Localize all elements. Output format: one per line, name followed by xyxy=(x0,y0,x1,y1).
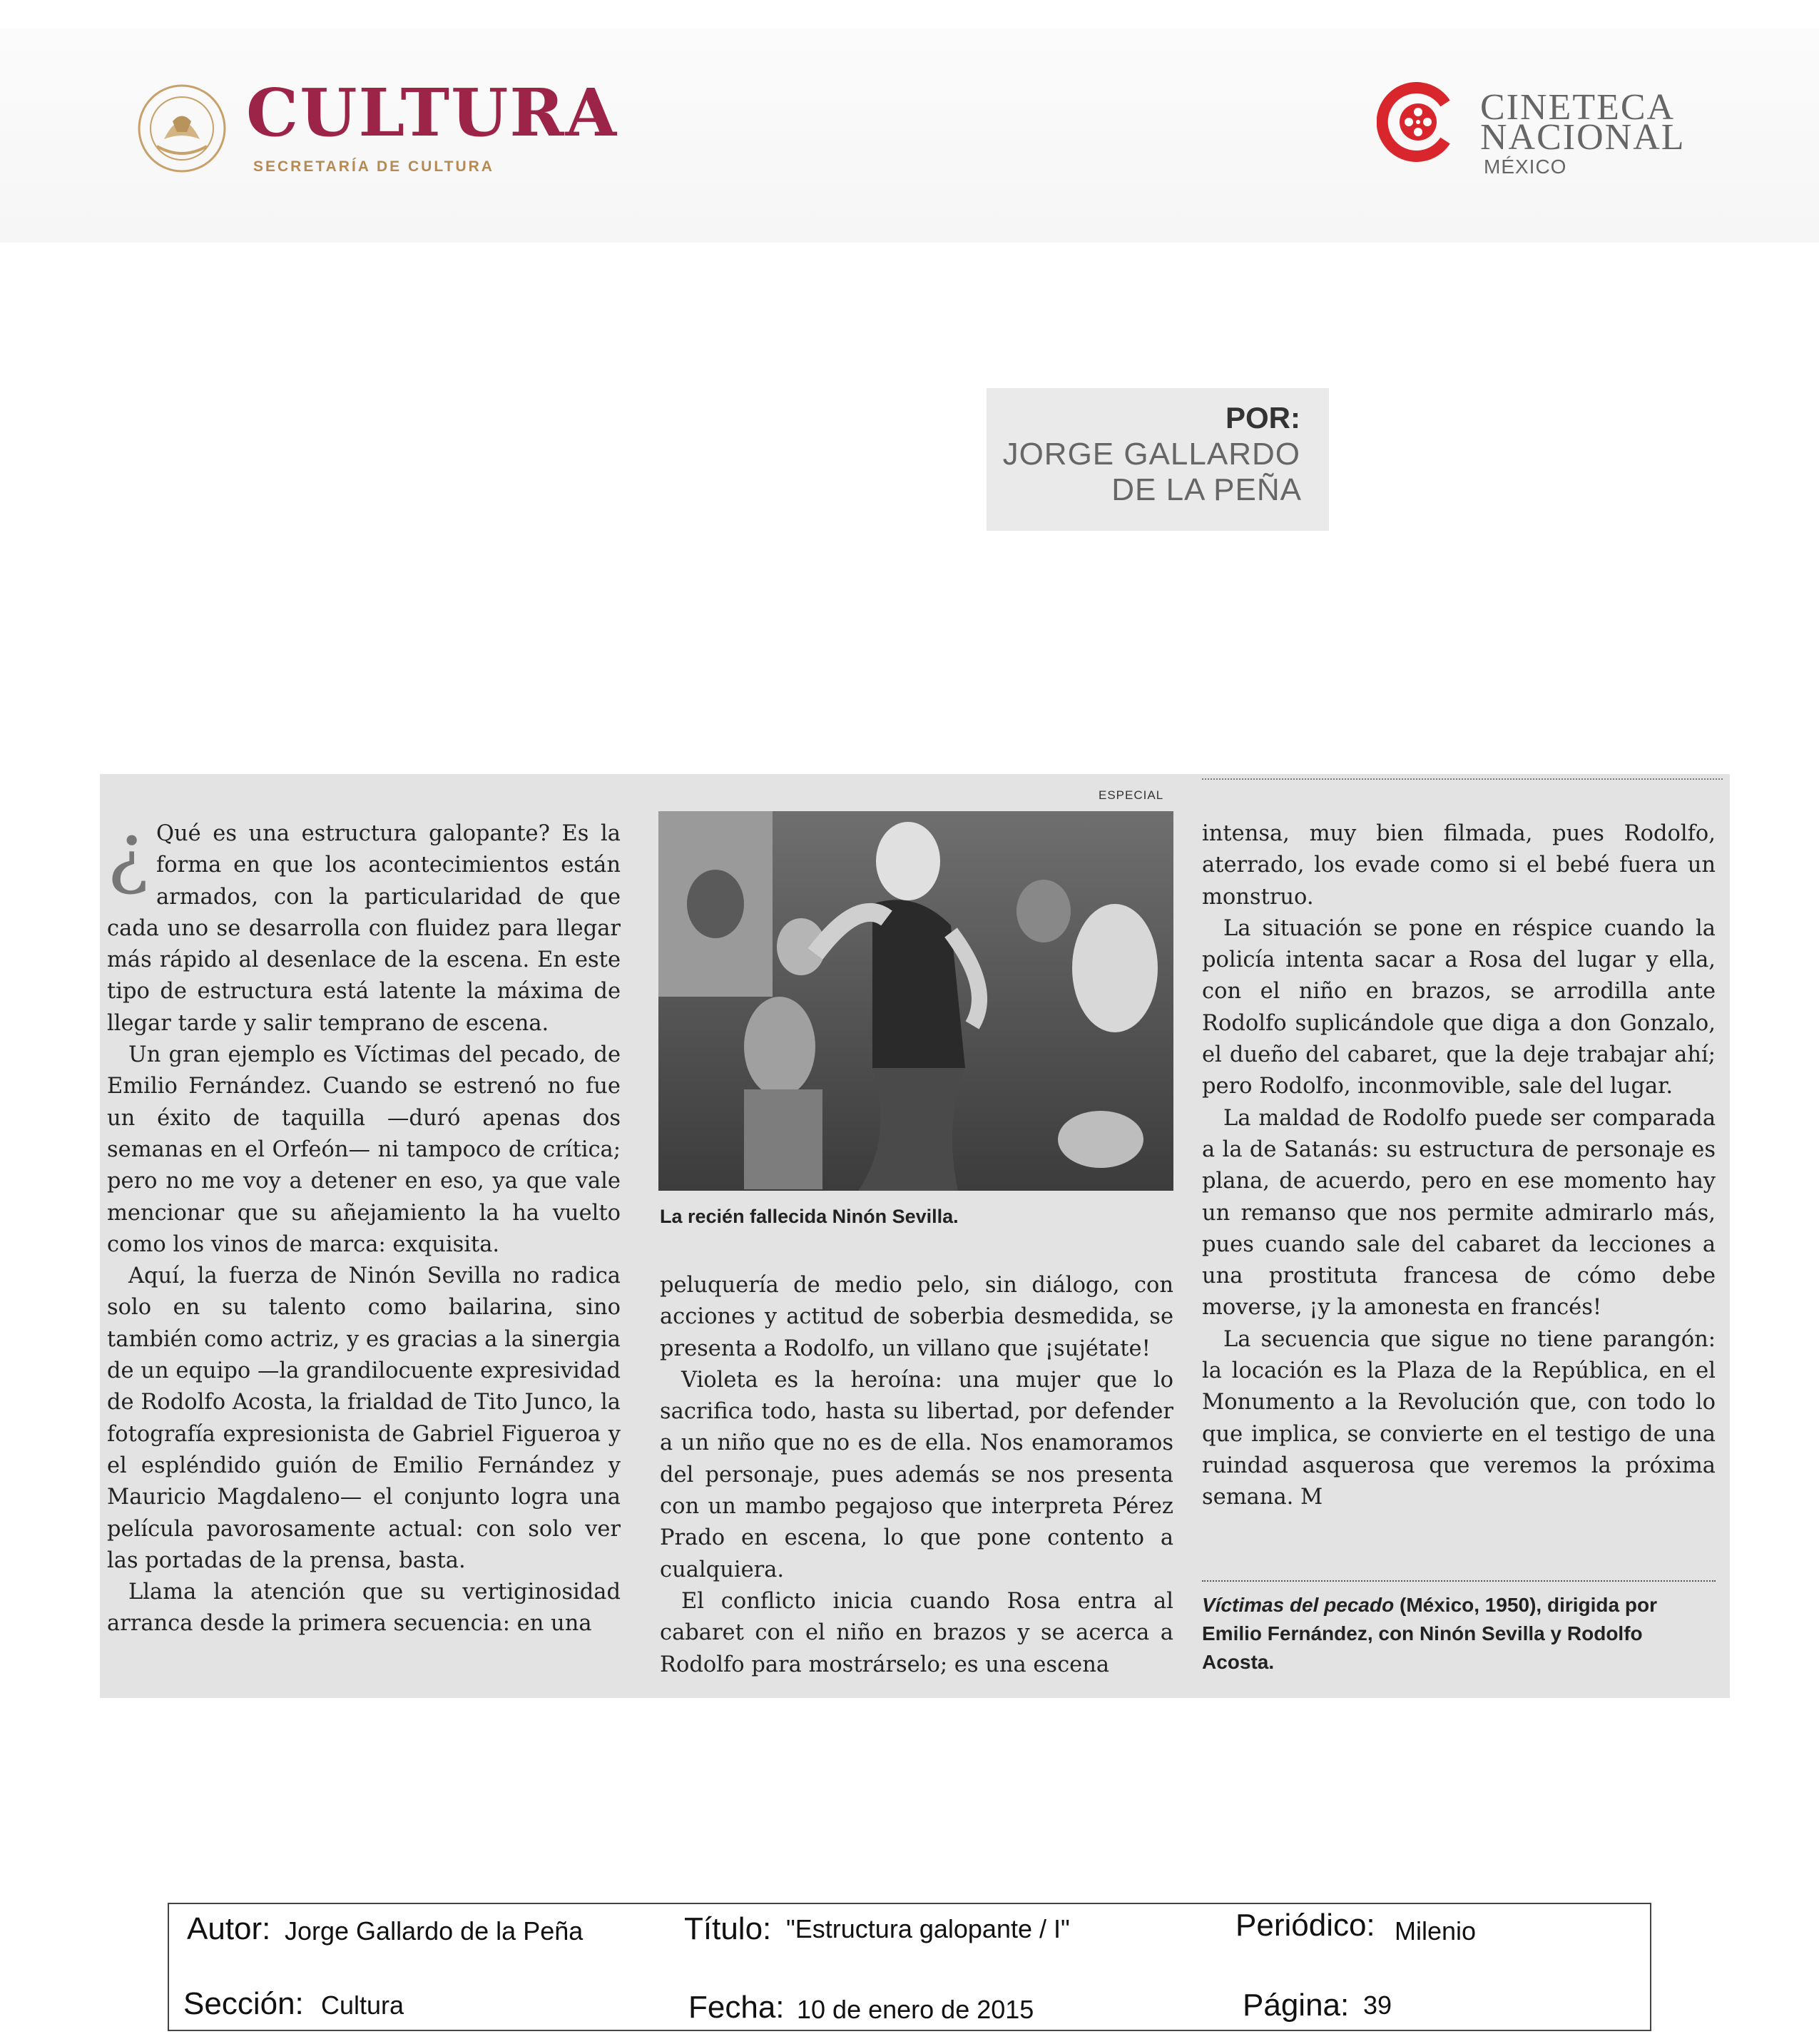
metadata-box xyxy=(168,1903,1651,2031)
top-dotted-rule xyxy=(1202,778,1723,780)
byline xyxy=(987,388,1329,531)
newspaper-clipping xyxy=(100,774,1730,1698)
seccion-value: Cultura xyxy=(321,1990,404,2020)
titulo-label: Título: xyxy=(684,1911,772,1946)
article-column-3 xyxy=(1202,818,1716,1514)
photo-caption: La recién fallecida Ninón Sevilla. xyxy=(660,1206,959,1227)
pagina-value: 39 xyxy=(1363,1990,1392,2020)
article-paragraph: peluquería de medio pelo, sin diálogo, con acciones y actitud de soberbia desmedida, se presenta a Rodolfo, un villano que ¡sujétate! xyxy=(660,1273,1173,1361)
byline-label: POR: xyxy=(1226,401,1300,434)
cineteca-logo-icon xyxy=(1377,82,1457,162)
credit-divider xyxy=(1202,1580,1716,1582)
cultura-title: CULTURA xyxy=(246,74,618,151)
cineteca-name-line2: NACIONAL xyxy=(1480,117,1686,158)
autor-value: Jorge Gallardo de la Peña xyxy=(285,1916,584,1946)
article-paragraph: Aquí, la fuerza de Ninón Sevilla no radica solo en su talento como bailarina, sino también como actriz, y es gracias a la sinergia de un equipo —la grandilocuente expresividad de Rodolfo Acosta, la frialdad de Tito Junco, la fotografía expresionista de Gabriel Figueroa y el espléndido guión de Emilio Fernández y Mauricio Magdaleno— el conjunto logra una película pavorosamente actual: con solo ver las portadas de la prensa, basta. xyxy=(107,1263,621,1573)
article-column-2 xyxy=(660,1270,1173,1681)
dancer-photo-image xyxy=(658,811,1173,1191)
article-column-1 xyxy=(107,806,621,1640)
article-paragraph: intensa, muy bien filmada, pues Rodolfo, aterrado, los evade como si el bebé fuera un monstruo. xyxy=(1202,821,1716,910)
article-paragraph: Llama la atención que su vertiginosidad arranca desde la primera secuencia: en una xyxy=(107,1580,621,1637)
film-credit-details: (México, 1950), dirigida por Emilio Fernández, con Ninón Sevilla y Rodolfo Acosta. xyxy=(1202,1594,1657,1673)
fecha-value: 10 de enero de 2015 xyxy=(797,1995,1034,2024)
seccion-label: Sección: xyxy=(183,1986,304,2021)
article-paragraph: La secuencia que sigue no tiene parangón: la locación es la Plaza de la República, en el Monumento a la Revolución que, con todo lo que implica, se convierte en el testigo de una ruindad asquerosa que veremos la próxima semana. M xyxy=(1202,1326,1716,1510)
article-paragraph: El conflicto inicia cuando Rosa entra al cabaret con el niño en brazos y se acerca a Rodolfo para mostrárselo; es una escena xyxy=(660,1588,1173,1677)
byline-name-line1: JORGE GALLARDO xyxy=(1002,437,1300,472)
article-paragraph: La maldad de Rodolfo puede ser comparada a la de Satanás: su estructura de personaje es plana, de acuerdo, pero en ese momento hay un remanso que nos permite admirarlo más, pues cuando sale del cabaret da lecciones a una prostituta francesa de cómo debe moverse, ¡y la amonesta en francés! xyxy=(1202,1105,1716,1321)
periodico-value: Milenio xyxy=(1395,1916,1477,1946)
drop-cap: ¿ xyxy=(107,806,149,898)
article-paragraph: Qué es una estructura galopante? Es la forma en que los acontecimientos están armados, con la particularidad de que cada uno se desarrolla con fluidez para llegar más rápido al desenlace de la escena. En este tipo de estructura está latente la máxima de llegar tarde y salir temprano de escena. xyxy=(107,821,621,1036)
article-paragraph: Un gran ejemplo es Víctimas del pecado, de Emilio Fernández. Cuando se estrenó no fue un éxito de taquilla —duró apenas dos semanas en el Orfeón— ni tampoco de crítica; pero no me voy a detener en eso, ya que vale mencionar que su añejamiento la ha vuelto como los vinos de marca: exquisita. xyxy=(107,1042,621,1257)
article-paragraph: La situación se pone en réspice cuando la policía intenta sacar a Rosa del lugar y ella, con el niño en brazos, se arrodilla ante Rodolfo suplicándole que diga a don Gonzalo, el dueño del cabaret, que la deje trabajar ahí; pero Rodolfo, inconmovible, sale del lugar. xyxy=(1202,915,1716,1099)
article-paragraph: Violeta es la heroína: una mujer que lo sacrifica todo, hasta su libertad, por defender a un niño que no es de ella. Nos enamoramos del personaje, pues además se nos presenta con un mambo pegajoso que interpreta Pérez Prado en escena, lo que pone contento a cualquiera. xyxy=(660,1367,1173,1582)
cultura-subtitle: SECRETARÍA DE CULTURA xyxy=(253,158,494,175)
fecha-label: Fecha: xyxy=(688,1990,785,2025)
mexican-seal-icon xyxy=(136,82,228,175)
byline-name-line2: DE LA PEÑA xyxy=(1111,472,1302,507)
autor-label: Autor: xyxy=(187,1911,271,1946)
photo-credit: ESPECIAL xyxy=(1099,788,1164,802)
film-title: Víctimas del pecado xyxy=(1202,1594,1395,1616)
pagina-label: Página: xyxy=(1243,1988,1350,2023)
film-credit xyxy=(1202,1591,1716,1677)
cineteca-country: MÉXICO xyxy=(1484,156,1567,178)
article-photo xyxy=(658,811,1173,1191)
cineteca-name-line1: CINETECA xyxy=(1480,87,1676,128)
titulo-value: "Estructura galopante / I" xyxy=(786,1914,1070,1943)
periodico-label: Periódico: xyxy=(1235,1908,1375,1943)
